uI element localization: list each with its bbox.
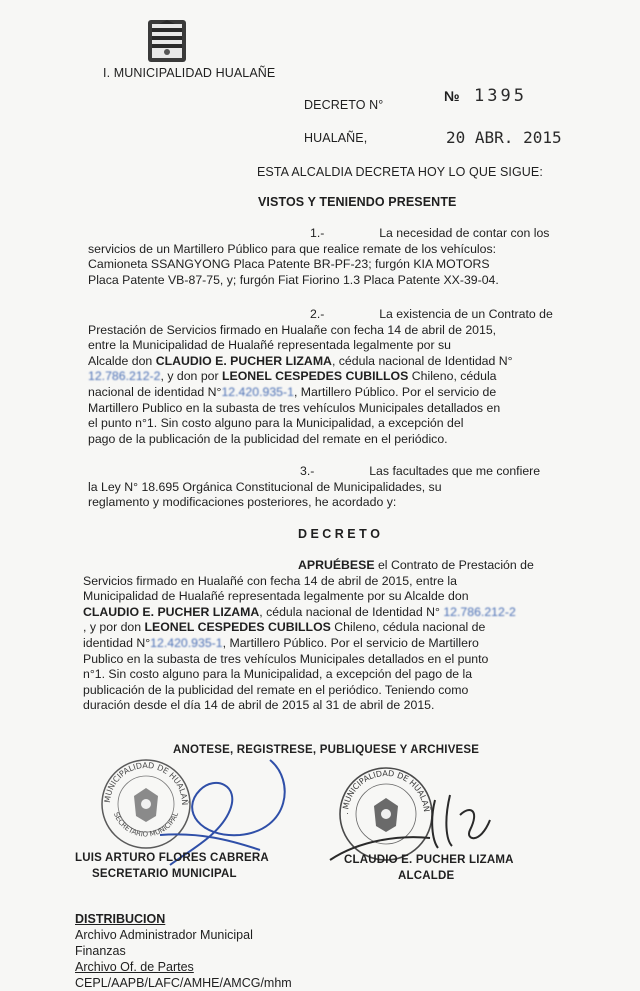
p3-number: 3.- bbox=[300, 464, 315, 478]
decreto-heading: D E C R E T O bbox=[298, 527, 380, 541]
auctioneer-name: LEONEL CESPEDES CUBILLOS bbox=[222, 369, 409, 384]
seal-left-text: MUNICIPALIDAD DE HUALAÑ bbox=[102, 760, 190, 806]
redacted-id: 12.786.212-2 bbox=[443, 604, 516, 619]
signer-left-title: SECRETARIO MUNICIPAL bbox=[92, 868, 237, 880]
redacted-id: 12.420.935-1 bbox=[221, 384, 294, 399]
decree-prefix: № bbox=[444, 88, 460, 104]
signer-left-name: LUIS ARTURO FLORES CABRERA bbox=[75, 852, 269, 864]
seal-left-bottom: SECRETARIO MUNICIPAL bbox=[111, 811, 181, 839]
distribution-item: CEPL/AAPB/LAFC/AMHE/AMCG/mhm bbox=[75, 976, 292, 990]
p1-line: Camioneta SSANGYONG Placa Patente BR-PF-23; furgón KIA MOTORS bbox=[88, 257, 490, 272]
distribution-item: Archivo Administrador Municipal bbox=[75, 928, 253, 942]
redacted-id: 12.786.212-2 bbox=[88, 369, 161, 384]
distribution-heading: DISTRIBUCION bbox=[75, 912, 166, 926]
anotese-line: ANOTESE, REGISTRESE, PUBLIQUESE Y ARCHIVESE bbox=[173, 744, 480, 756]
p1-line: servicios de un Martillero Público para que realice remate de los vehículos: bbox=[88, 241, 497, 256]
place: HUALAÑE, bbox=[304, 131, 368, 145]
intro-text: ESTA ALCALDIA DECRETA HOY LO QUE SIGUE: bbox=[257, 165, 543, 179]
redacted-id: 12.420.935-1 bbox=[150, 635, 223, 650]
p1-line: La necesidad de contar con los bbox=[379, 226, 550, 240]
signature-left bbox=[120, 740, 310, 870]
paragraph-4: APRUÉBESE el Contrato de Prestación de Servicios firmado en Hualañé con fecha 14 de abril de 2015, entre la Municipalidad de Hualañé representada legalmente por su Alcalde don CLAUDIO E. PUCHER LIZAMA, cédula nacional de Identidad N° 12.786.212-2 , y por don LEONEL CESPEDES CUBILLOS Chileno, cédula nacional de identidad N°12.420.935-1, Martillero Público. Por el servicio de Martillero Publico en la subasta de tres vehículos Municipales detallados en el punto n°1. Sin costo alguno para la Municipalidad, a excepción del pago de la publicación de la publicidad del remate en el periódico. Teniendo como duración desde el día 14 de abril de 2015 al 31 de abril de 2015. bbox=[83, 558, 534, 713]
decree-number: 1395 bbox=[474, 86, 527, 106]
paragraph-2: 2.- La existencia de un Contrato de Prestación de Servicios firmado en Hualañe con fecha 14 de abril de 2015, entre la Municipalidad de Hualañé representada legalmente por su Alcalde don CLAUDIO E. PUCHER LIZAMA, cédula nacional de Identidad N° 12.786.212-2, y don por LEONEL CESPEDES CUBILLOS Chileno, cédula nacional de identidad N°12.420.935-1, Martillero Público. Por el servicio de Martillero Publico en la subasta de tres vehículos Municipales detallados en el punto n°1. Sin costo alguno para la Municipalidad, a excepción del pago de la publicación de la publicidad del remate en el periódico. bbox=[88, 307, 553, 446]
decree-date: 20 ABR. 2015 bbox=[446, 128, 562, 147]
mayor-name: CLAUDIO E. PUCHER LIZAMA bbox=[155, 353, 332, 368]
municipality-name: I. MUNICIPALIDAD HUALAÑE bbox=[103, 66, 276, 80]
paragraph-3: 3.- Las facultades que me confiere la Ley N° 18.695 Orgánica Constitucional de Municipalidades, su reglamento y modificaciones posteriores, he acordado y: bbox=[88, 464, 541, 510]
signer-right-title: ALCALDE bbox=[398, 870, 455, 882]
p1-line: Placa Patente VB-87-75, y; furgón Fiat Fiorino 1.3 Placa Patente XX-39-04. bbox=[88, 272, 499, 287]
paragraph-1 bbox=[88, 226, 564, 288]
apruebese: APRUÉBESE bbox=[298, 558, 375, 572]
signer-right-name: CLAUDIO E. PUCHER LIZAMA bbox=[344, 854, 514, 866]
mayor-name: CLAUDIO E. PUCHER LIZAMA bbox=[83, 604, 260, 619]
seal-right-text: . MUNICIPALIDAD DE HUALAÑ bbox=[340, 768, 432, 815]
distribution-block bbox=[75, 911, 292, 991]
municipal-logo bbox=[146, 18, 188, 64]
distribution-item: Archivo Of. de Partes bbox=[75, 960, 194, 974]
auctioneer-name: LEONEL CESPEDES CUBILLOS bbox=[144, 620, 331, 635]
p2-number: 2.- bbox=[310, 307, 325, 321]
p1-number: 1.- bbox=[310, 226, 325, 240]
distribution-item: Finanzas bbox=[75, 944, 126, 958]
decree-label: DECRETO N° bbox=[304, 98, 384, 112]
vistos-heading: VISTOS Y TENIENDO PRESENTE bbox=[258, 195, 457, 209]
